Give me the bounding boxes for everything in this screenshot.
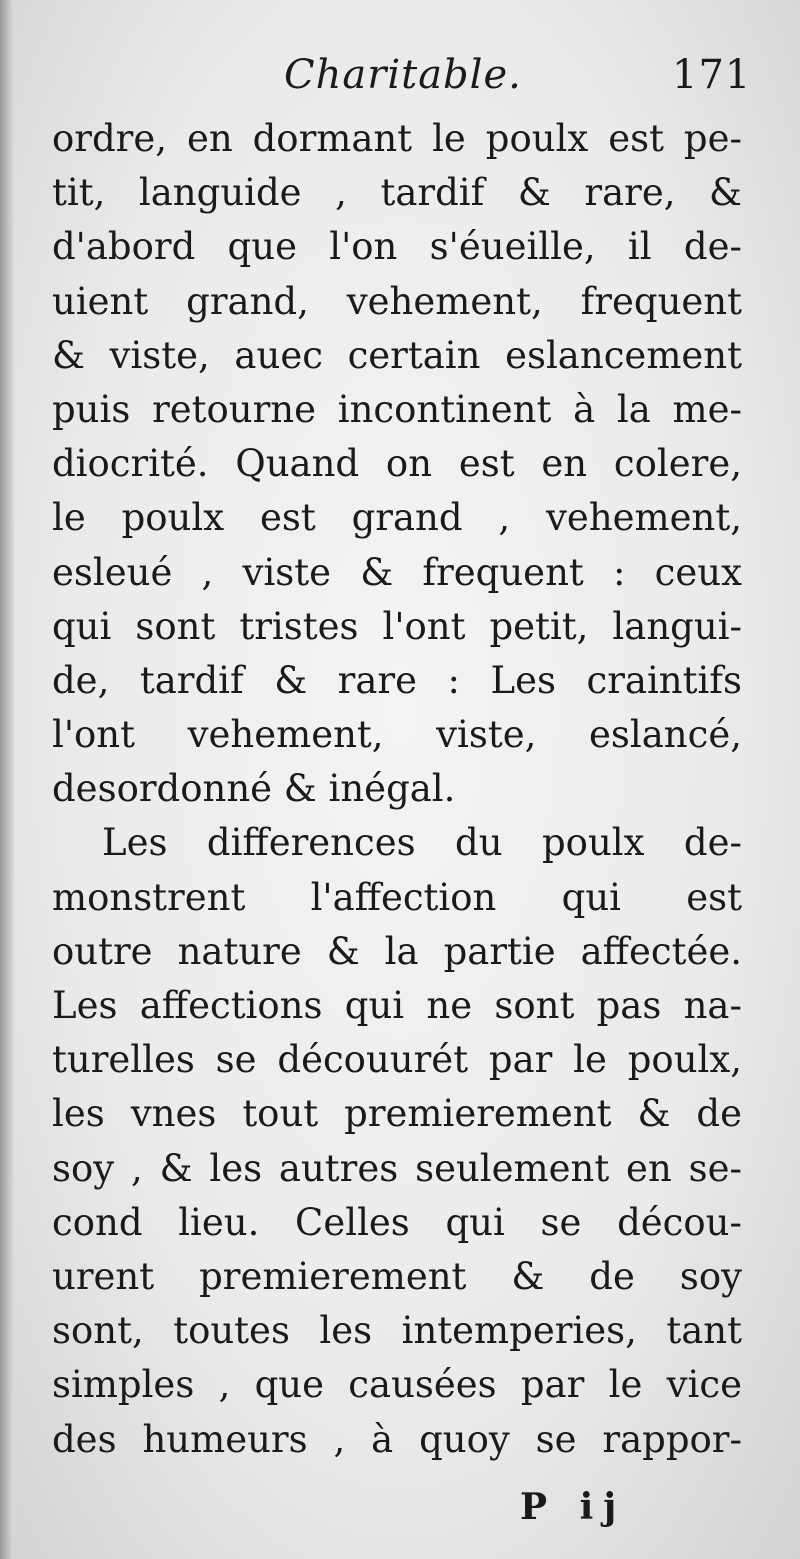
text-line: Les affections qui ne sont pas na-: [52, 984, 742, 1027]
text-line: diocrité. Quand on est en colere,: [52, 442, 742, 486]
body-text: [52, 112, 742, 1467]
text-line: soy , & les autres seulement en se-: [52, 1146, 742, 1190]
text-line: & viste, auec certain eslancement: [52, 333, 742, 377]
text-line: puis retourne incontinent à la me-: [52, 387, 742, 431]
text-line: monstrent l'affection qui est: [52, 875, 742, 919]
text-line: Les differences du poulx de-: [102, 821, 742, 865]
text-line: d'abord que l'on s'éueille, il de-: [52, 225, 742, 269]
page-number: 171: [672, 52, 752, 98]
running-head: [0, 52, 800, 108]
text-line: qui sont tristes l'ont petit, langui-: [52, 604, 742, 648]
text-line: de, tardif & rare : Les craintifs: [52, 658, 742, 702]
text-line: ordre, en dormant le poulx est pe-: [52, 117, 742, 160]
page-edge-shadow: [0, 0, 14, 1559]
text-line: des humeurs , à quoy se rappor-: [52, 1417, 742, 1461]
text-line: simples , que causées par le vice: [52, 1363, 742, 1407]
text-line: tit, languide , tardif & rare, &: [52, 171, 742, 215]
text-line: le poulx est grand , vehement,: [52, 496, 742, 540]
text-line: les vnes tout premierement & de: [52, 1092, 742, 1136]
text-line: l'ont vehement, viste, eslancé,: [52, 713, 742, 757]
text-line: outre nature & la partie affectée.: [52, 929, 742, 973]
text-line: urent premierement & de soy: [52, 1254, 742, 1298]
signature-mark: P ij: [520, 1486, 627, 1528]
text-line: cond lieu. Celles qui se décou-: [52, 1200, 742, 1244]
text-line: uient grand, vehement, frequent: [52, 279, 742, 323]
running-title: Charitable.: [284, 52, 522, 98]
text-line: esleué , viste & frequent : ceux: [52, 550, 742, 594]
text-line: desordonné & inégal.: [52, 767, 456, 811]
text-line: turelles se découurét par le poulx,: [52, 1038, 742, 1082]
text-line: sont, toutes les intemperies, tant: [52, 1309, 742, 1353]
